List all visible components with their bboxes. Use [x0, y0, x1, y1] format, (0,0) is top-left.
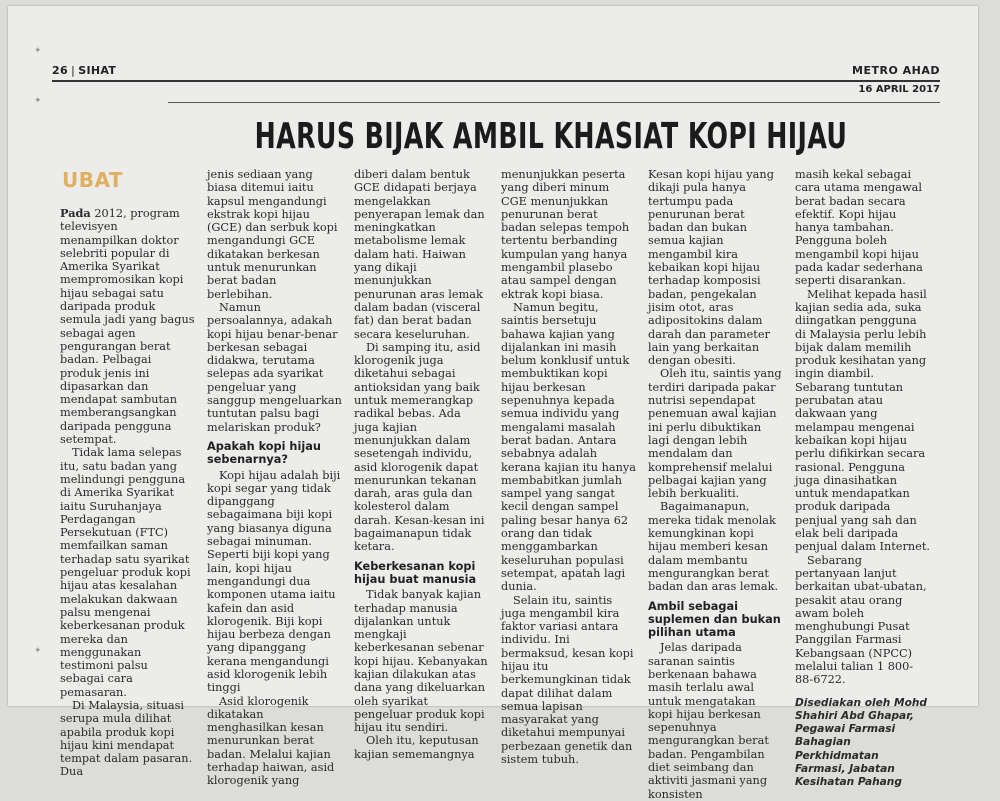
author-credit: Disediakan oleh Mohd Shahiri Abd Ghapar, Pegawai Farmasi Bahagian Perkhidmatan Farmasi, Jabatan Kesihatan Pahang: [795, 696, 927, 789]
binder-margin: [8, 6, 52, 706]
article-paragraph: [60, 207, 195, 446]
page-header-left: [52, 64, 116, 77]
header-rule: [52, 80, 940, 82]
article-column-6: [795, 168, 930, 790]
article-paragraph: Melihat kepada hasil kajian sedia ada, suka diingatkan pengguna di Malaysia perlu lebih bijak dalam memilih produk kesihatan yang ingin diambil. Sebarang tuntutan perubatan atau dakwaan yang melampau mengenai kebaikan kopi hijau perlu difikirkan secara rasional. Pengguna juga dinasihatkan untuk mendapatkan produk daripada penjual yang sah dan elak beli daripada penjual dalam Internet.: [795, 287, 930, 554]
article-paragraph: Oleh itu, saintis yang terdiri daripada pakar nutrisi sependapat penemuan awal kajian ini perlu dibuktikan lagi dengan lebih mendalam dan komprehensif melalui pelbagai kajian yang lebih berkualiti.: [648, 367, 782, 501]
article-paragraph: Bagaimanapun, mereka tidak menolak kemungkinan kopi hijau memberi kesan dalam membantu mengurangkan berat badan dan aras lemak.: [648, 500, 779, 594]
article-paragraph: Kopi hijau adalah biji kopi segar yang tidak dipanggang sebagaimana biji kopi yang biasanya diguna sebagai minuman. Seperti biji kopi yang lain, kopi hijau mengandungi dua komponen utama iaitu kafein dan asid klorogenik. Biji kopi hijau berbeza dengan yang dipanggang kerana mengandungi asid klorogenik lebih tinggi: [207, 468, 341, 695]
article-paragraph: diberi dalam bentuk GCE didapati berjaya mengelakkan penyerapan lemak dan meningkatkan metabolisme lemak dalam hati. Haiwan yang dikaji menunjukkan penurunan aras lemak dalam badan (visceral fat) dan berat badan secara keseluruhan.: [354, 168, 485, 341]
publication-name: METRO AHAD: [852, 64, 940, 77]
binder-hole: ✦: [34, 646, 42, 656]
article-column-3: [354, 168, 489, 761]
article-headline: HARUS BIJAK AMBIL KHASIAT KOPI HIJAU: [254, 116, 848, 157]
subheading: Ambil sebagai suplemen dan bukan pilihan utama: [648, 599, 781, 640]
article-paragraph: masih kekal sebagai cara utama mengawal berat badan secara efektif. Kopi hijau hanya tambahan. Pengguna boleh mengambil kopi hijau pada kadar sederhana seperti disarankan.: [795, 168, 923, 288]
article-paragraph: Jelas daripada saranan saintis berkenaan bahawa masih terlalu awal untuk mengatakan kopi hijau berkesan sepenuhnya mengurangkan berat badan. Pengambilan diet seimbang dan aktiviti jasmani yang konsisten: [648, 641, 769, 801]
article-column-5: [648, 168, 783, 801]
subheading: Apakah kopi hijau sebenarnya?: [207, 439, 321, 467]
article-paragraph: Namun persoalannya, adakah kopi hijau benar-benar berkesan sebagai didakwa, terutama selepas ada syarikat pengeluar yang sanggup mengeluarkan tuntutan palsu bagi melariskan produk?: [207, 300, 342, 434]
article-paragraph: Sebarang pertanyaan lanjut berkaitan ubat-ubatan, pesakit atau orang awam boleh menghubungi Pusat Panggilan Farmasi Kebangsaan (NPCC) melalui talian 1 800-88-6722.: [795, 553, 927, 687]
article-paragraph: menunjukkan peserta yang diberi minum CGE menunjukkan penurunan berat badan selepas tempoh tertentu berbanding kumpulan yang hanya mengambil plasebo atau sampel dengan ektrak kopi biasa.: [501, 168, 630, 301]
article-paragraph: Tidak lama selepas itu, satu badan yang melindungi pengguna di Amerika Syarikat iaitu Suruhanjaya Perdagangan Persekutuan (FTC) memfailkan saman terhadap satu syarikat pengeluar produk kopi hijau atas kesalahan melakukan dakwaan palsu mengenai keberkesanan produk mereka dan menggunakan testimoni palsu sebagai cara pemasaran.: [60, 446, 191, 699]
newspaper-page: [8, 6, 978, 801]
article-column-2: [207, 168, 342, 788]
subheading: Keberkesanan kopi hijau buat manusia: [354, 559, 477, 586]
page-number: 26: [52, 64, 68, 77]
binder-hole: ✦: [34, 96, 42, 106]
article-paragraph: jenis sediaan yang biasa ditemui iaitu kapsul mengandungi ekstrak kopi hijau (GCE) dan serbuk kopi mengandungi GCE dikatakan berkesan untuk menurunkan berat badan berlebihan.: [207, 168, 338, 301]
paragraph-text: 2012, program televisyen menampilkan doktor selebriti popular di Amerika Syarikat mempromosikan kopi hijau sebagai satu daripada produk semula jadi yang bagus sebagai agen pengurangan berat badan. Pelbagai produk jenis ini dipasarkan dan mendapat sambutan memberangsangkan daripada pengguna setempat.: [60, 207, 195, 447]
section-name: SIHAT: [78, 64, 117, 77]
article-paragraph: Tidak banyak kajian terhadap manusia dijalankan untuk mengkaji keberkesanan sebenar kopi hijau. Kebanyakan kajian dilakukan atas dana yang dikeluarkan oleh syarikat pengeluar produk kopi hijau itu sendiri.: [354, 588, 488, 735]
article-paragraph: Oleh itu, keputusan kajian sememangnya: [354, 734, 479, 761]
article-paragraph: Di samping itu, asid klorogenik juga diketahui sebagai antioksidan yang baik untuk memerangkap radikal bebas. Ada juga kajian menunjukkan dalam sesetengah individu, asid klorogenik dapat menurunkan tekanan darah, aras gula dan kolesterol dalam darah. Kesan-kesan ini bagaimanapun tidak ketara.: [354, 340, 485, 554]
article-paragraph: Asid klorogenik dikatakan menghasilkan kesan menurunkan berat badan. Melalui kajian terhadap haiwan, asid klorogenik yang: [207, 694, 335, 788]
date-rule: [168, 102, 940, 103]
article-column-1: [60, 207, 195, 779]
article-column-4: [501, 168, 636, 766]
lead-word: Pada: [60, 206, 91, 220]
binder-hole: ✦: [34, 46, 42, 56]
article-paragraph: Kesan kopi hijau yang dikaji pula hanya tertumpu pada penurunan berat badan dan bukan semua kajian mengambil kira kebaikan kopi hijau terhadap komposisi badan, pengekalan jisim otot, aras adipositokins dalam darah dan parameter lain yang berkaitan dengan obesiti.: [648, 168, 774, 368]
section-tag: UBAT: [62, 168, 124, 192]
article-paragraph: Selain itu, saintis juga mengambil kira faktor variasi antara individu. Ini bermaksud, kesan kopi hijau itu berkemungkinan tidak dapat dilihat dalam semua lapisan masyarakat yang diketahui mempunyai perbezaan genetik dan sistem tubuh.: [501, 593, 634, 767]
article-paragraph: Di Malaysia, situasi serupa mula dilihat apabila produk kopi hijau kini mendapat tempat dalam pasaran. Dua: [60, 698, 193, 779]
article-paragraph: Namun begitu, saintis bersetuju bahawa kajian yang dijalankan ini masih belum konklusif untuk membuktikan kopi hijau berkesan sepenuhnya kepada semua individu yang mengalami masalah berat badan. Antara sebabnya adalah kerana kajian itu hanya membabitkan jumlah sampel yang sangat kecil dengan sampel paling besar hanya 62 orang dan tidak menggambarkan keseluruhan populasi setempat, apatah lagi dunia.: [501, 300, 636, 594]
publication-date: 16 APRIL 2017: [858, 84, 940, 95]
header-separator: |: [70, 64, 76, 77]
